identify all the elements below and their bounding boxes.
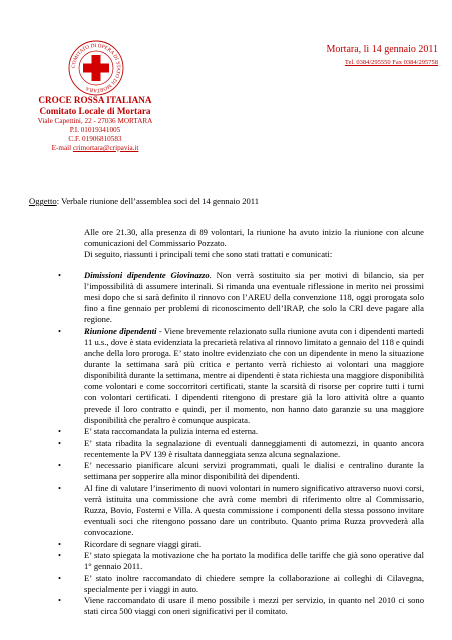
topic-text: Ricordare di segnare viaggi girati. xyxy=(84,538,202,549)
topic-item xyxy=(58,326,424,426)
topic-text: E’ stata ribadita la segnalazione di eventuali danneggiamenti di automezzi, in quanto ancora recentemente la PV 139 è risultata danneggiata senza alcuna segnalazione. xyxy=(84,437,424,459)
intro-paragraph-1: Alle ore 21.30, alla presenza di 89 volontari, la riunione ha avuto inizio la riunione con alcune comunicazioni del Commissario Pozzato. xyxy=(84,227,424,248)
bullet-icon: • xyxy=(58,437,62,448)
subject-text: : Verbale riunione dell’assemblea soci del 14 gennaio 2011 xyxy=(56,196,260,206)
date-block xyxy=(326,44,438,67)
bullet-icon: • xyxy=(58,572,62,583)
org-piva: P.I. 01019341005 xyxy=(69,126,121,134)
topic-text: E’ necessario pianificare alcuni servizi programmati, quali le dialisi e centralino durante la settimana per sopperire alla minor disponibilità dei dipendenti. xyxy=(84,460,424,482)
topic-text: Al fine di valutare l’inserimento di nuovi volontari in numero significativo attraverso nuovi corsi, verrà istituita una commissione che avrà come membri di riferimento oltre al Commissario, Ruzza, Bovio, Fosterni e Villa. A questa commissione i componenti della stessa possono invitare eventuali soci che ritengono possano dare un contributo. Quanto prima Ruzza provvederà alla convocazione. xyxy=(84,482,424,538)
org-address: Viale Capettini, 22 - 27036 MORTARA xyxy=(37,117,153,125)
subject-label: Oggetto xyxy=(29,196,57,206)
intro-paragraph-2: Di seguito, riassunti i principali temi che sono stati trattati e comunicati: xyxy=(84,249,333,259)
red-cross-logo-icon xyxy=(68,40,124,96)
topic-text: E’ stato inoltre raccomandato di chiedere sempre la collaborazione ai colleghi di Cilavegna, specialmente per i viaggi in auto. xyxy=(84,572,424,594)
topic-item xyxy=(58,426,424,437)
topic-item xyxy=(58,438,424,460)
org-email-link[interactable]: crimortara@cripavia.it xyxy=(72,144,139,152)
org-cf: C.F. 01906810583 xyxy=(68,135,122,143)
red-cross-horizontal xyxy=(83,64,109,73)
bullet-icon: • xyxy=(58,426,62,437)
topic-text: E’ stato spiegata la motivazione che ha portato la modifica delle tariffe che già sono operative dal 1° gennaio 2011. xyxy=(84,550,424,572)
bullet-icon: • xyxy=(58,482,62,493)
bullet-icon: • xyxy=(58,550,62,561)
org-email-line xyxy=(28,144,162,153)
org-email-label: E-mail xyxy=(51,144,73,152)
bullet-icon: • xyxy=(58,325,62,336)
topic-item xyxy=(58,550,424,572)
subject-line xyxy=(29,196,259,206)
topic-item xyxy=(58,539,424,550)
topic-item xyxy=(58,595,424,617)
logo-ring-text: COMITATO DI OPERA DI STATO DI MORTARA xyxy=(70,42,122,94)
topic-text: . Non verrà sostituito sia per motivi di bilancio, sia per l’impossibilità di assumere interinali. Si rimanda una eventuale riflessione in merito nei prossimi mesi dopo che si sarà definito il rinnovo con l’AREU della convenzione 118, oggi prorogata solo fino a fine gennaio per problemi di riconoscimento dell’IRAP, che solo la CRI deve pagare alla regione. xyxy=(84,270,424,325)
date-line: Mortara, lì 14 gennaio 2011 xyxy=(326,44,438,55)
org-block xyxy=(28,95,162,153)
topic-title: Dimissioni dipendente Giovinazzo xyxy=(84,270,210,280)
bullet-icon: • xyxy=(58,270,62,280)
org-committee: Comitato Locale di Mortara xyxy=(39,106,151,116)
topic-item xyxy=(58,460,424,482)
org-name: CROCE ROSSA ITALIANA xyxy=(38,95,152,105)
contact-line[interactable]: Tel. 0384/295550 Fax 0384/295758 xyxy=(344,59,438,66)
topic-item xyxy=(58,573,424,595)
topic-item xyxy=(58,270,424,325)
bullet-icon: • xyxy=(58,538,62,549)
topics-list xyxy=(58,270,424,618)
topic-item xyxy=(58,483,424,538)
bullet-icon: • xyxy=(58,460,62,471)
bullet-icon: • xyxy=(58,595,62,606)
topic-text: Viene raccomandato di usare il meno possibile i mezzi per servizio, in quanto nel 2010 ci sono stati circa 500 viaggi con oneri significativi per il comitato. xyxy=(84,595,424,617)
topic-text: E’ stata raccomandata la pulizia interna ed esterna. xyxy=(84,426,259,437)
intro-body xyxy=(84,227,424,260)
topic-text: - Viene brevemente relazionato sulla riunione avuta con i dipendenti martedì 11 u.s., dove è stata evidenziata la precarietà relativa al rinnovo limitato a gennaio del 118 e quindi anche della loro proroga. E’ stato inoltre evidenziato che con un dipendente in meno la situazione durante la settimana sarà più critica e pertanto verrà richiesto ai volontari una maggiore disponibilità durante la settimana, mentre ai dipendenti è stata richiesta una maggiore disponibilità come volontari e come soccorritori certificati, stante la scarsità di risorse per coprire tutti i turni con volontari certificati. I dipendenti ritengono di prestare già la loro attività oltre a quanto prevede il loro contratto e quindi, per il momento, non hanno dato garanzie su una maggiore disponibilità che peraltro è comunque auspicata. xyxy=(84,325,424,425)
topic-title: Riunione dipendenti xyxy=(84,325,157,336)
